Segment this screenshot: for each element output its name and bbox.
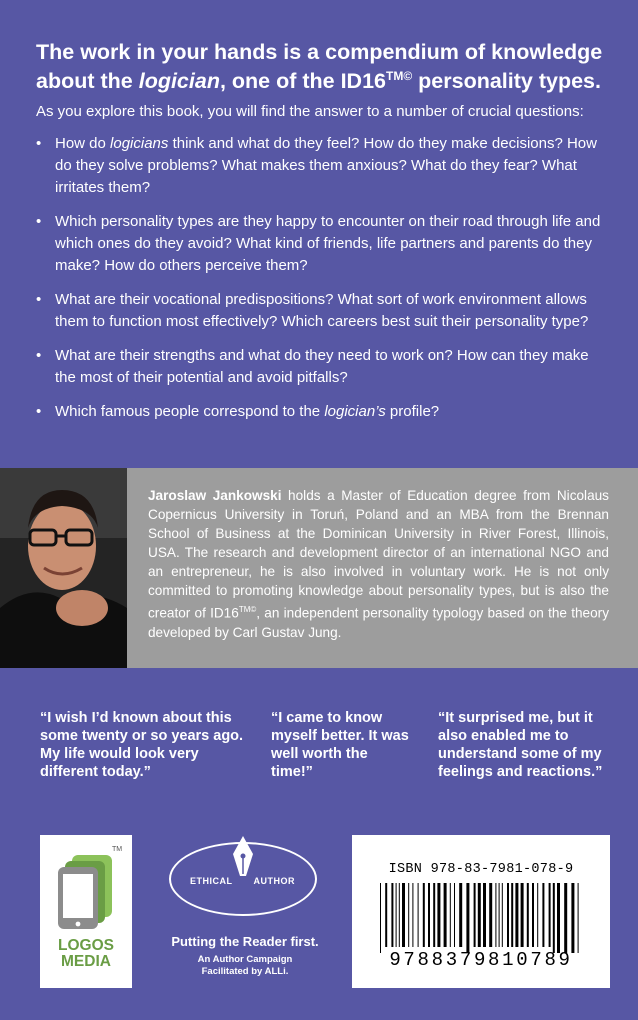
question-item: • Which famous people correspond to the logician’s profile? [36, 401, 611, 423]
author-name: Jaroslaw Jankowski [148, 488, 282, 503]
barcode-bar [549, 883, 551, 947]
isbn-barcode [352, 835, 610, 988]
barcode-bar [489, 883, 492, 947]
testimonial-quote: “It surprised me, but it also enabled me to understand some of my feelings and reactions.” [438, 710, 603, 780]
barcode-bar [437, 883, 440, 947]
logos-wordmark: LOGOS MEDIA [58, 937, 114, 970]
barcode-bar [578, 883, 579, 953]
headline [36, 40, 616, 93]
barcode-bar [444, 883, 447, 947]
question-item: • Which personality types are they happy to encounter on their road through life and which ones do they avoid? What kind of friends, life partners and parents do they make? How do others perceive them? [36, 211, 611, 277]
emblem-label-right: AUTHOR [253, 876, 295, 886]
barcode-bar [433, 883, 435, 947]
barcode-bar [537, 883, 538, 947]
barcode-bar [542, 883, 544, 947]
emblem-tagline: Putting the Reader first. [171, 934, 319, 949]
emblem-subtext: An Author Campaign Facilitated by ALLi. [197, 954, 293, 977]
testimonial-quote: “I came to know myself better. It was well worth the time!” [271, 710, 409, 780]
barcode-bar [532, 883, 534, 947]
barcode-bar [459, 883, 462, 947]
barcode-bar [474, 883, 476, 947]
question-item: • How do logicians think and what do they feel? How do they make decisions? How do they solve problems? What makes them anxious? What do they fear? What irritates them? [36, 133, 611, 199]
barcode-bar [495, 883, 496, 947]
barcode-bar [428, 883, 430, 947]
logos-tm: TM [112, 846, 123, 853]
headline-text-3: personality types. [412, 69, 601, 94]
barcode-bar [553, 883, 555, 953]
headline-text-2: , one of the ID16 [219, 69, 387, 94]
barcode-bar [507, 883, 509, 947]
barcode-bar [557, 883, 560, 953]
barcode-bar [521, 883, 524, 947]
author-bio-text-2: , an independent personality typology based on the theory developed by Carl Gustav Jung. [148, 605, 609, 640]
barcode-bar [502, 883, 503, 947]
barcode-bar [499, 883, 500, 947]
barcode-bar [399, 883, 400, 947]
intro-text: As you explore this book, you will find the answer to a number of crucial questions: [36, 103, 584, 120]
barcode-bar [412, 883, 413, 947]
isbn-digits: 9788379810789 [389, 949, 573, 971]
barcode-bars [380, 883, 582, 953]
author-photo [0, 468, 127, 668]
barcode-bar [418, 883, 419, 947]
ethical-author-emblem [155, 836, 335, 986]
barcode-bar [511, 883, 513, 947]
pen-nib-icon [231, 834, 255, 878]
author-bio-text: holds a Master of Education degree from Nicolaus Copernicus University in Toruń, Poland and an MBA from the Brennan School of Business at the Dominican University in River Forest, Illinois, USA. The research and development director of an international NGO and an entrepreneur, he is also involved in voluntary work. He is not only committed to promoting knowledge about personality types, but is also the creator of ID16 [148, 488, 609, 621]
author-bio [148, 486, 609, 642]
trademark-mark: TM© [238, 605, 257, 614]
barcode-bar [571, 883, 574, 953]
barcode-bar [450, 883, 451, 947]
barcode-bar [454, 883, 455, 947]
barcode-bar [527, 883, 529, 947]
tablet-icon [40, 835, 132, 935]
headline-text: The work in your hands is a compendium of knowledge about the [36, 40, 603, 94]
testimonial-quote: “I wish I’d known about this some twenty or so years ago. My life would look very different today.” [40, 710, 244, 780]
headline-italic: logician [138, 69, 220, 94]
question-item: • What are their vocational predispositions? What sort of work environment allows them to function most effectively? Which careers best suit their personality type? [36, 289, 611, 333]
isbn-label: ISBN 978-83-7981-078-9 [388, 862, 574, 877]
barcode-bar [385, 883, 387, 947]
trademark-mark: TM© [386, 69, 413, 83]
barcode-bar [515, 883, 518, 947]
barcode-bar [423, 883, 425, 947]
barcode-bar [408, 883, 409, 947]
question-list [36, 133, 611, 435]
emblem-label-left: ETHICAL [190, 876, 233, 886]
question-item: • What are their strengths and what do they need to work on? How can they make the most of their potential and avoid pitfalls? [36, 345, 611, 389]
logos-media-logo [40, 835, 132, 988]
barcode-bar [564, 883, 567, 953]
barcode-bar [402, 883, 405, 947]
emblem-band [169, 873, 317, 891]
barcode-bar [466, 883, 469, 953]
barcode-bar [391, 883, 393, 947]
barcode-bar [380, 883, 381, 953]
barcode-bar [396, 883, 397, 947]
barcode-bar [483, 883, 486, 947]
barcode-bar [478, 883, 481, 947]
